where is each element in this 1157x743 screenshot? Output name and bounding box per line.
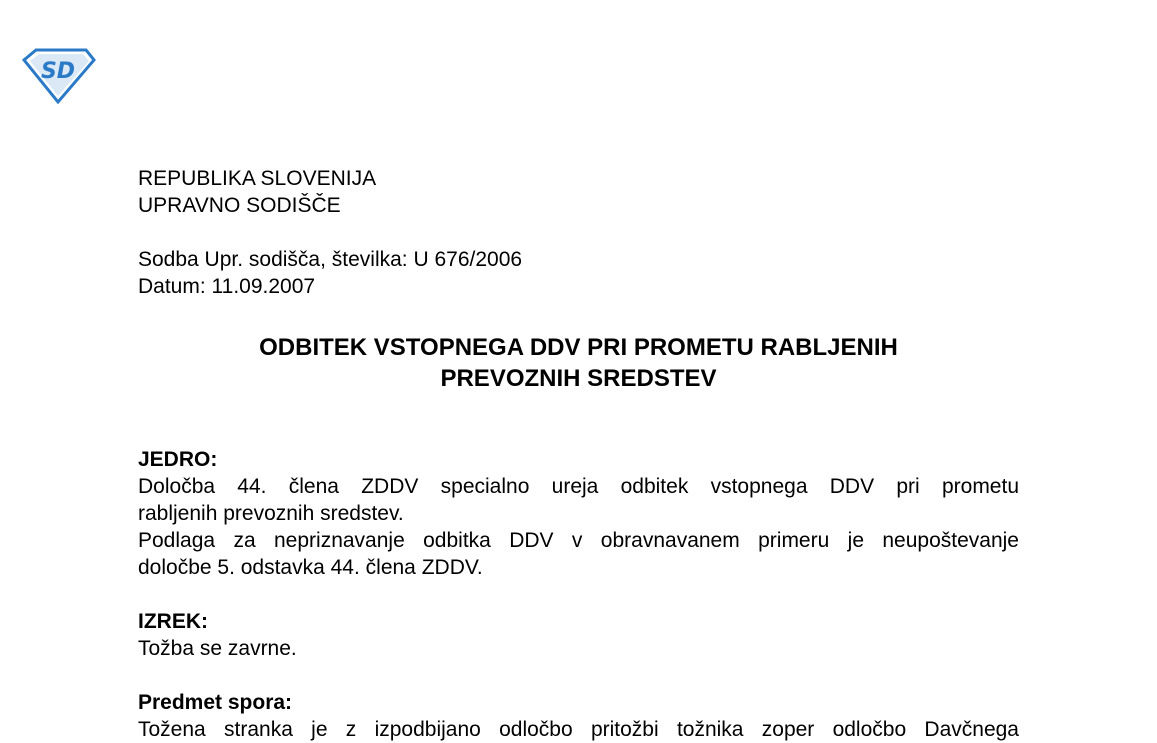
document-body: [138, 165, 1019, 743]
jedro-line-2: rabljenih prevoznih sredstev.: [138, 502, 404, 525]
izrek-heading: IZREK:: [138, 610, 208, 633]
jedro-heading: JEDRO:: [138, 448, 218, 471]
judgment-date: Datum: 11.09.2007: [138, 275, 316, 298]
logo-text: SD: [40, 59, 76, 84]
jedro-line-3: Podlaga za nepriznavanje odbitka DDV v obravnavanem primeru je neupoštevanje: [138, 529, 1019, 552]
court-logo: [22, 48, 96, 104]
court-name: UPRAVNO SODIŠČE: [138, 194, 341, 217]
judgment-number: Sodba Upr. sodišča, številka: U 676/2006: [138, 248, 523, 271]
court-country: REPUBLIKA SLOVENIJA: [138, 167, 377, 190]
jedro-line-4: določbe 5. odstavka 44. člena ZDDV.: [138, 556, 483, 579]
predmet-line-1: Tožena stranka je z izpodbijano odločbo pritožbi tožnika zoper odločbo Davčnega: [138, 718, 1019, 741]
title-line-2: PREVOZNIH SREDSTEV: [440, 365, 717, 392]
sd-logo-icon: [22, 48, 96, 104]
jedro-line-1: Določba 44. člena ZDDV specialno ureja odbitek vstopnega DDV pri prometu: [138, 475, 1019, 498]
izrek-text: Tožba se zavrne.: [138, 637, 297, 660]
document-title: [138, 332, 1019, 394]
predmet-heading: Predmet spora:: [138, 691, 293, 714]
title-line-1: ODBITEK VSTOPNEGA DDV PRI PROMETU RABLJENIH: [259, 334, 898, 361]
